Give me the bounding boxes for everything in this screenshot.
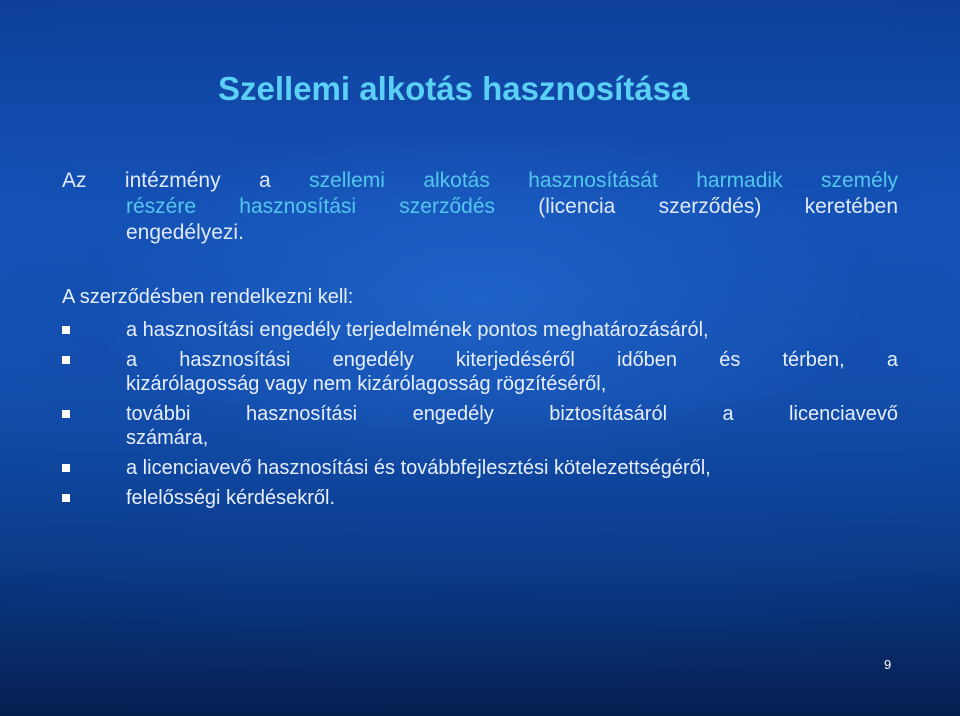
intro-line-2 bbox=[62, 194, 898, 220]
bullet-list bbox=[62, 318, 898, 516]
list-item bbox=[62, 348, 898, 396]
list-item-text: a hasznosítási engedély kiterjedéséről időben és térben, a bbox=[126, 349, 898, 371]
intro-text-plain: (licencia szerződés) keretében bbox=[495, 195, 898, 218]
intro-line-3: engedélyezi. bbox=[126, 221, 244, 244]
square-bullet-icon bbox=[62, 464, 70, 472]
intro-line-1 bbox=[62, 168, 898, 194]
list-item bbox=[62, 318, 898, 342]
list-item-text: felelősségi kérdésekről. bbox=[126, 487, 335, 509]
square-bullet-icon bbox=[62, 356, 70, 364]
intro-paragraph bbox=[62, 168, 898, 246]
page-number: 9 bbox=[884, 657, 892, 672]
list-item bbox=[62, 402, 898, 450]
intro-text-highlight: részére hasznosítási szerződés bbox=[126, 195, 496, 218]
list-item-text-continued: számára, bbox=[126, 427, 209, 449]
intro-text-highlight: szellemi alkotás hasznosítását harmadik személy bbox=[309, 169, 898, 192]
square-bullet-icon bbox=[62, 326, 70, 334]
section-heading: A szerződésben rendelkezni kell: bbox=[62, 286, 354, 308]
square-bullet-icon bbox=[62, 410, 70, 418]
list-item-text: a licenciavevő hasznosítási és továbbfejlesztési kötelezettségéről, bbox=[126, 457, 711, 479]
slide-title: Szellemi alkotás hasznosítása bbox=[218, 70, 690, 107]
list-item-text: további hasznosítási engedély biztosításáról a licenciavevő bbox=[126, 403, 898, 425]
list-item-text-continued: kizárólagosság vagy nem kizárólagosság rögzítéséről, bbox=[126, 373, 607, 395]
square-bullet-icon bbox=[62, 494, 70, 502]
intro-text-plain: Az intézmény a bbox=[62, 169, 310, 192]
list-item-text: a hasznosítási engedély terjedelmének pontos meghatározásáról, bbox=[126, 319, 709, 341]
list-item bbox=[62, 456, 898, 480]
list-item bbox=[62, 486, 898, 510]
